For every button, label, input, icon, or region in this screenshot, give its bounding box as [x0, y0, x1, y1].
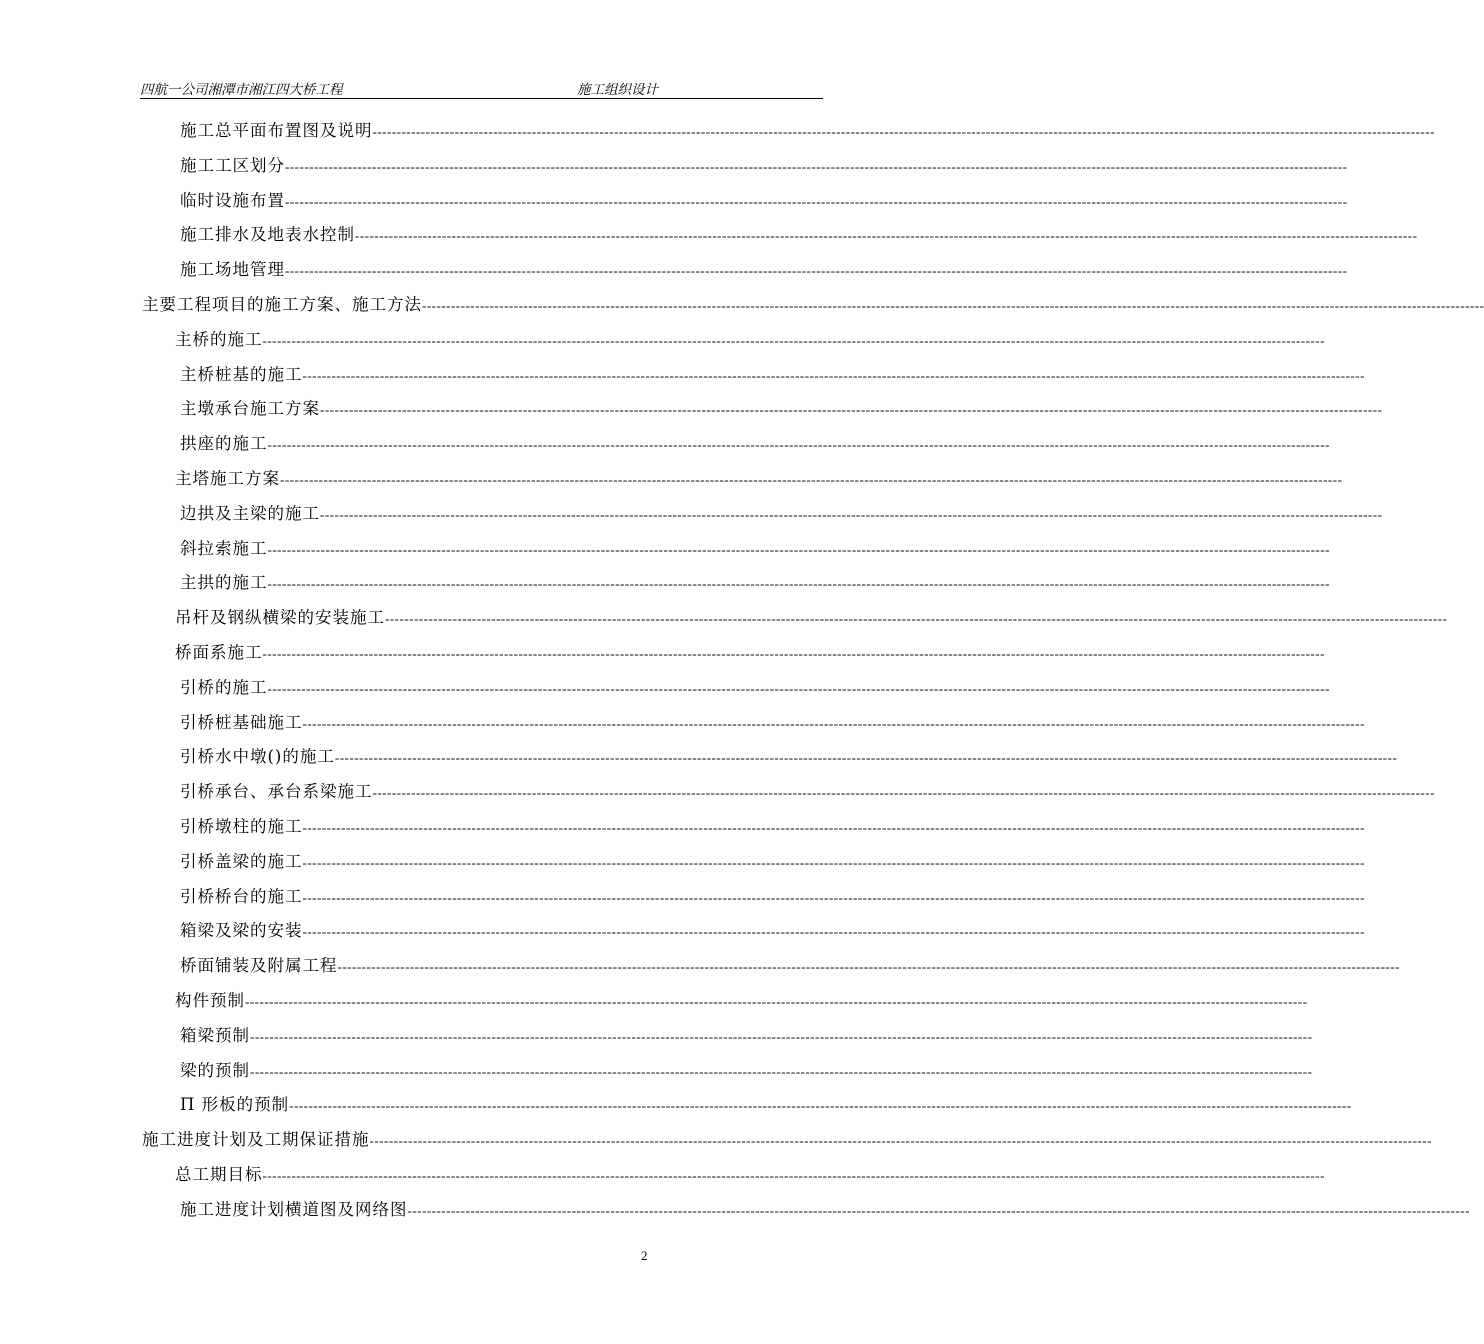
toc-entry[interactable]	[175, 327, 1325, 353]
toc-entry[interactable]	[180, 431, 1330, 457]
toc-entry-title: 主墩承台施工方案	[180, 399, 320, 419]
toc-entry-title: 引桥桩基础施工	[180, 712, 303, 732]
toc-entry[interactable]	[175, 1162, 1325, 1188]
toc-entry[interactable]	[180, 570, 1330, 596]
toc-entry[interactable]	[180, 396, 1383, 422]
toc-dot-leader: ----------------------------------------------------------------------------------------------------------------------------------------------------------------------------------------------------------------------------	[320, 402, 1383, 418]
toc-entry-title: 施工排水及地表水控制	[180, 225, 355, 245]
toc-entry-title: 箱梁预制	[180, 1025, 250, 1045]
page-number: 2	[641, 1248, 648, 1263]
toc-entry-title: 引桥盖梁的施工	[180, 851, 303, 871]
toc-entry[interactable]	[180, 362, 1365, 388]
toc-entry[interactable]	[180, 1092, 1352, 1118]
toc-entry[interactable]	[180, 953, 1400, 979]
toc-entry-title: 主拱的施工	[180, 573, 268, 593]
toc-dot-leader: ----------------------------------------------------------------------------------------------------------------------------------------------------------------------------------------------------------------------------	[320, 506, 1383, 522]
toc-entry-title: 主塔施工方案	[175, 469, 280, 488]
toc-entry-title: 总工期目标	[175, 1165, 263, 1184]
toc-dot-leader: ----------------------------------------------------------------------------------------------------------------------------------------------------------------------------------------------------------------------------	[422, 298, 1484, 313]
toc-entry-title: 梁的预制	[180, 1060, 250, 1080]
toc-entry-title: 施工总平面布置图及说明	[180, 121, 373, 140]
toc-entry[interactable]	[180, 118, 1435, 144]
toc-dot-leader: ----------------------------------------------------------------------------------------------------------------------------------------------------------------------------------------------------------------------------	[369, 1133, 1432, 1149]
toc-entry-title: Π 形板的预制	[180, 1095, 290, 1115]
toc-entry[interactable]	[142, 1127, 1432, 1153]
toc-entry-title: 引桥承台、承台系梁施工	[180, 782, 373, 802]
page-header	[140, 78, 823, 99]
toc-dot-leader: ----------------------------------------------------------------------------------------------------------------------------------------------------------------------------------------------------------------------------	[267, 576, 1330, 592]
toc-entry[interactable]	[180, 1197, 1470, 1223]
toc-entry[interactable]	[180, 1058, 1313, 1084]
toc-entry[interactable]	[180, 744, 1398, 770]
toc-dot-leader: ----------------------------------------------------------------------------------------------------------------------------------------------------------------------------------------------------------------------------	[302, 854, 1365, 870]
toc-dot-leader: ----------------------------------------------------------------------------------------------------------------------------------------------------------------------------------------------------------------------------	[267, 541, 1330, 557]
toc-entry[interactable]	[180, 884, 1365, 910]
toc-dot-leader: ----------------------------------------------------------------------------------------------------------------------------------------------------------------------------------------------------------------------------	[302, 367, 1365, 383]
toc-entry[interactable]	[175, 640, 1325, 666]
toc-entry-title: 施工进度计划及工期保证措施	[142, 1130, 370, 1150]
toc-dot-leader: ----------------------------------------------------------------------------------------------------------------------------------------------------------------------------------------------------------------------------	[267, 437, 1330, 453]
toc-entry-title: 施工进度计划横道图及网络图	[180, 1199, 408, 1219]
toc-entry-title: 构件预制	[175, 991, 245, 1010]
toc-entry-title: 主桥的施工	[175, 329, 263, 349]
toc-dot-leader: ----------------------------------------------------------------------------------------------------------------------------------------------------------------------------------------------------------------------------	[337, 959, 1400, 975]
toc-dot-leader: ----------------------------------------------------------------------------------------------------------------------------------------------------------------------------------------------------------------------------	[372, 785, 1435, 801]
toc-entry[interactable]	[180, 222, 1418, 248]
toc-entry-title: 边拱及主梁的施工	[180, 503, 320, 523]
toc-entry[interactable]	[142, 292, 1484, 318]
toc-entry[interactable]	[180, 675, 1330, 701]
header-document-type: 施工组织设计	[577, 82, 658, 98]
toc-dot-leader: ----------------------------------------------------------------------------------------------------------------------------------------------------------------------------------------------------------------------------	[372, 124, 1435, 139]
header-project-title: 四航一公司湘潭市湘江四大桥工程	[140, 82, 343, 98]
toc-dot-leader: ----------------------------------------------------------------------------------------------------------------------------------------------------------------------------------------------------------------------------	[302, 820, 1365, 835]
toc-entry[interactable]	[180, 501, 1383, 527]
toc-entry[interactable]	[180, 849, 1365, 875]
toc-entry[interactable]	[175, 988, 1308, 1014]
toc-dot-leader: ----------------------------------------------------------------------------------------------------------------------------------------------------------------------------------------------------------------------------	[334, 750, 1398, 766]
toc-entry-title: 引桥桥台的施工	[180, 886, 303, 906]
toc-dot-leader: ----------------------------------------------------------------------------------------------------------------------------------------------------------------------------------------------------------------------------	[285, 263, 1348, 279]
toc-dot-leader: ----------------------------------------------------------------------------------------------------------------------------------------------------------------------------------------------------------------------------	[250, 1028, 1313, 1044]
toc-dot-leader: ----------------------------------------------------------------------------------------------------------------------------------------------------------------------------------------------------------------------------	[280, 472, 1343, 487]
toc-entry[interactable]	[180, 188, 1348, 214]
toc-dot-leader: ----------------------------------------------------------------------------------------------------------------------------------------------------------------------------------------------------------------------------	[289, 1098, 1352, 1114]
toc-entry-title: 桥面铺装及附属工程	[180, 956, 338, 976]
toc-entry[interactable]	[180, 814, 1365, 840]
toc-dot-leader: ----------------------------------------------------------------------------------------------------------------------------------------------------------------------------------------------------------------------------	[250, 1063, 1313, 1079]
toc-entry-title: 施工场地管理	[180, 260, 285, 280]
toc-entry[interactable]	[175, 466, 1343, 492]
toc-entry[interactable]	[180, 918, 1365, 944]
toc-entry-title: 斜拉索施工	[180, 538, 268, 558]
toc-dot-leader: ----------------------------------------------------------------------------------------------------------------------------------------------------------------------------------------------------------------------------	[385, 611, 1448, 627]
toc-entry[interactable]	[180, 153, 1348, 179]
toc-entry-title: 引桥的施工	[180, 677, 268, 697]
toc-dot-leader: ----------------------------------------------------------------------------------------------------------------------------------------------------------------------------------------------------------------------------	[262, 646, 1325, 661]
toc-dot-leader: ----------------------------------------------------------------------------------------------------------------------------------------------------------------------------------------------------------------------------	[285, 193, 1348, 209]
toc-entry[interactable]	[180, 257, 1348, 283]
toc-entry[interactable]	[180, 536, 1330, 562]
toc-entry[interactable]	[175, 605, 1448, 631]
toc-entry-title: 引桥墩柱的施工	[180, 817, 303, 836]
toc-dot-leader: ----------------------------------------------------------------------------------------------------------------------------------------------------------------------------------------------------------------------------	[355, 228, 1418, 244]
toc-dot-leader: ----------------------------------------------------------------------------------------------------------------------------------------------------------------------------------------------------------------------------	[302, 924, 1365, 940]
toc-dot-leader: ----------------------------------------------------------------------------------------------------------------------------------------------------------------------------------------------------------------------------	[267, 680, 1330, 696]
toc-entry-title: 主要工程项目的施工方案、施工方法	[142, 295, 422, 314]
toc-entry-title: 主桥桩基的施工	[180, 364, 303, 384]
toc-dot-leader: ----------------------------------------------------------------------------------------------------------------------------------------------------------------------------------------------------------------------------	[262, 1168, 1325, 1183]
toc-dot-leader: ----------------------------------------------------------------------------------------------------------------------------------------------------------------------------------------------------------------------------	[245, 994, 1308, 1009]
toc-dot-leader: ----------------------------------------------------------------------------------------------------------------------------------------------------------------------------------------------------------------------------	[285, 158, 1348, 174]
toc-entry[interactable]	[180, 1023, 1313, 1049]
toc-entry-title: 拱座的施工	[180, 434, 268, 454]
toc-entry[interactable]	[180, 710, 1365, 736]
toc-entry-title: 引桥水中墩()的施工	[180, 747, 335, 767]
toc-dot-leader: ----------------------------------------------------------------------------------------------------------------------------------------------------------------------------------------------------------------------------	[407, 1202, 1470, 1218]
toc-entry-title: 吊杆及钢纵横梁的安装施工	[175, 608, 385, 628]
toc-entry-title: 箱梁及梁的安装	[180, 921, 303, 941]
toc-entry-title: 临时设施布置	[180, 190, 285, 210]
toc-entry[interactable]	[180, 779, 1435, 805]
toc-entry-title: 桥面系施工	[175, 643, 263, 662]
toc-dot-leader: ----------------------------------------------------------------------------------------------------------------------------------------------------------------------------------------------------------------------------	[262, 332, 1325, 348]
toc-dot-leader: ----------------------------------------------------------------------------------------------------------------------------------------------------------------------------------------------------------------------------	[302, 715, 1365, 731]
toc-entry-title: 施工工区划分	[180, 155, 285, 175]
toc-dot-leader: ----------------------------------------------------------------------------------------------------------------------------------------------------------------------------------------------------------------------------	[302, 889, 1365, 905]
